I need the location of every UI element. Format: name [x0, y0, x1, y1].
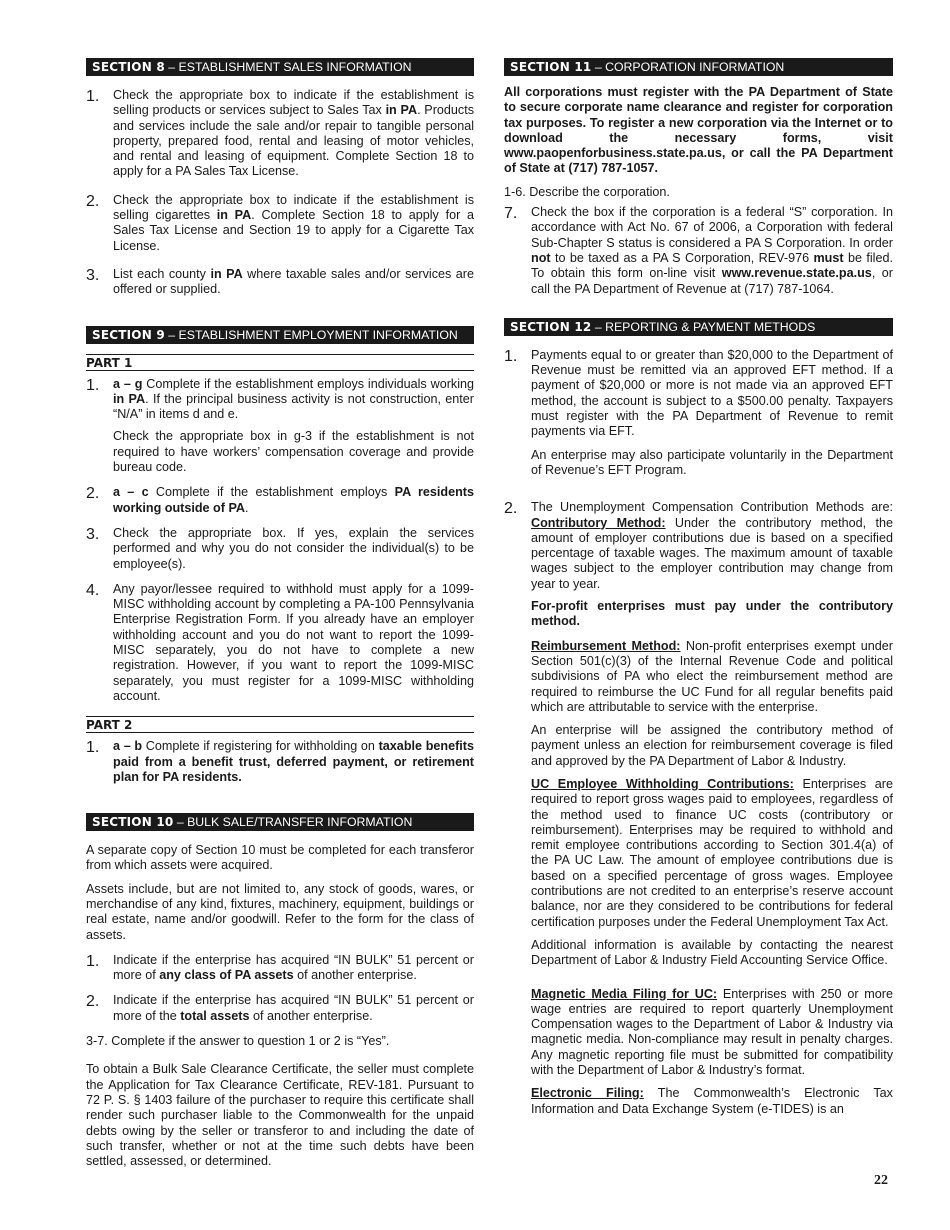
section-12-item-1: 1. Payments equal to or greater than $20,000 to the Department of Revenue must be remitted via an approved EFT method. If a payment of $20,000 or more is not made via an approved EFT method, the account is subject to a $500.00 penalty. Taxpayers must register with the PA Department of Revenue to remit payments via EFT. An enterprise may also participate voluntarily in the Department of Revenue’s EFT Program.: [504, 347, 893, 477]
section-10-header: SECTION 10 – BULK SALE/TRANSFER INFORMATION: [86, 813, 474, 831]
section-8-item-2: 2. Check the appropriate box to indicate if the establishment is selling cigarettes in PA. Complete Section 18 to apply for a Sales Tax License and Section 19 to apply for a Cigarette Tax License.: [86, 192, 474, 253]
right-column: [504, 58, 893, 1117]
section-10-item-1: 1. Indicate if the enterprise has acquired “IN BULK” 51 percent or more of any class of PA assets of another enterprise.: [86, 952, 474, 983]
part-1-heading: PART 1: [86, 354, 474, 371]
item-number: 3.: [86, 266, 100, 284]
section-11-header: SECTION 11 – CORPORATION INFORMATION: [504, 58, 893, 76]
section-8-header: SECTION 8 – ESTABLISHMENT SALES INFORMATION: [86, 58, 474, 76]
section-10-clearance-paragraph: To obtain a Bulk Sale Clearance Certificate, the seller must complete the Application for Tax Clearance Certificate, REV-181. Pursuant to 72 P. S. § 1403 failure of the purchaser to require this certificate shall render such purchaser liable to the Commonwealth for the unpaid debts owing by the seller or transferor to and including the date of such transfer, whether or not at the time such debts have been settled, assessed, or determined.: [86, 1062, 474, 1169]
additional-info-paragraph: Additional information is available by contacting the nearest Department of Labor & Industry Field Accounting Service Office.: [531, 937, 893, 968]
section-9-item-3: 3. Check the appropriate box. If yes, explain the services performed and why you do not consider the individual(s) to be employee(s).: [86, 525, 474, 571]
section-9-header: SECTION 9 – ESTABLISHMENT EMPLOYMENT INFORMATION: [86, 326, 474, 344]
uc-withholding-paragraph: UC Employee Withholding Contributions: Enterprises are required to report gross wages paid to employees, regardless of the method used to finance UC costs (contributory or reimbursement). Enterprises may be required to withhold and remit employee contributions according to Section 301.4(a) of the PA UC Law. The amount of employee contributions due is based on a specified percentage of gross wages. Employee contributions are not credited to an enterprise’s reserve account balance, nor are they considered to be contributions for federal certification purposes under the Federal Unemployment Tax Act.: [531, 776, 893, 929]
section-10-items-3-7: 3-7. Complete if the answer to question 1 or 2 is “Yes”.: [86, 1034, 390, 1049]
section-12-item-2: 2. The Unemployment Compensation Contribution Methods are: Contributory Method: Under the contributory method, the amount of employer contributions due is based on a specified percentage of taxable wages. The maximum amount of taxable wages subject to the employer contribution may change from year to year. For-profit enterprises must pay under the contributory method. Reimbursement Method: Non-profit enterprises exempt under Section 501(c)(3) of the Internal Revenue Code and political subdivisions of PA who elect the reimbursement method are required to reimburse the UC Fund for all regular benefits paid which are attributable to service with the enterprise. An enterprise will be assigned the contributory method of payment unless an election for reimbursement coverage is filed and approved by the PA Department of Labor & Industry. UC Employee Withholding Contributions: Enterprises are required to report gross wages paid to employees, regardless of the method used to finance UC costs (contributory or reimbursement). Enterprises may be required to withhold and remit employee contributions according to Section 301.4(a) of the PA UC Law. The amount of employee contributions due is based on a specified percentage of gross wages. Employee contributions are not credited to an enterprise’s reserve account balance, nor are they considered to be contributions for federal certification purposes under the Federal Unemployment Tax Act. Additional information is available by contacting the nearest Department of Labor & Industry Field Accounting Service Office. Magnetic Media Filing for UC: Enterprises with 250 or more wage entries are required to report quarterly Unemployment Compensation wages to the Department of Labor & Industry via magnetic media. Non-compliance may result in penalty charges. Any magnetic reporting file must be submitted for compatibility with the Department of Labor & Industry’s format. Electronic Filing: The Commonwealth’s Electronic Tax Information and Data Exchange System (e-TIDES) is an: [504, 500, 893, 1116]
section-9-part-2-item-1: 1. a – b Complete if registering for withholding on taxable benefits paid from a benefit trust, deferred payment, or retirement plan for PA residents.: [86, 739, 474, 784]
section-9-item-2: 2. a – c Complete if the establishment employs PA residents working outside of PA.: [86, 485, 474, 515]
section-11-intro: All corporations must register with the PA Department of State to secure corporate name clearance and register for corporation tax purposes. To register a new corporation via the Internet or to download the necessary forms, visit www.paopenforbusiness.state.pa.us, or call the PA Department of State at (717) 787-1057.: [504, 85, 893, 176]
section-10-assets-paragraph: Assets include, but are not limited to, any stock of goods, wares, or merchandise of any kind, fixtures, machinery, equipment, buildings or real estate, name and/or goodwill. Refer to the form for the class of assets.: [86, 881, 474, 942]
section-11-items-1-6: 1-6. Describe the corporation.: [504, 184, 670, 199]
section-9-item-1-note: Check the appropriate box in g-3 if the establishment is not required to have workers’ compensation coverage and provide bureau code.: [113, 429, 474, 475]
item-number: 1.: [86, 88, 100, 105]
section-8-item-1: 1. Check the appropriate box to indicate if the establishment is selling products or services subject to Sales Tax in PA. Products and services include the sale and/or repair to tangible personal property, prepared food, rental and leasing of motor vehicles, and rental and leasing of equipment. Complete Section 18 to apply for a PA Sales Tax License.: [86, 88, 474, 179]
reimbursement-method-paragraph: Reimbursement Method: Non-profit enterprises exempt under Section 501(c)(3) of the Internal Revenue Code and political subdivisions of PA who elect the reimbursement method are required to reimburse the UC Fund for all regular benefits paid which are attributable to service with the enterprise.: [531, 638, 893, 714]
magnetic-media-paragraph: Magnetic Media Filing for UC: Enterprises with 250 or more wage entries are required to report quarterly Unemployment Compensation wages to the Department of Labor & Industry via magnetic media. Non-compliance may result in penalty charges. Any magnetic reporting file must be submitted for compatibility with the Department of Labor & Industry’s format.: [531, 986, 893, 1078]
section-9-item-4: 4. Any payor/lessee required to withhold must apply for a 1099-MISC withholding account by completing a PA-100 Pennsylvania Enterprise Registration Form. If you already have an employer withholding account and you do not want to report the 1099-MISC separately, you do not have to complete a new registration. However, if you want to report the 1099-MISC separately, you must register for a 1099-MISC withholding account.: [86, 581, 474, 703]
electronic-filing-paragraph: Electronic Filing: The Commonwealth’s Electronic Tax Information and Data Exchange System (e-TIDES) is an: [531, 1086, 893, 1116]
section-10-intro: A separate copy of Section 10 must be completed for each transferor from which assets were acquired.: [86, 843, 474, 873]
section-10-item-2: 2. Indicate if the enterprise has acquired “IN BULK” 51 percent or more of the total assets of another enterprise.: [86, 993, 474, 1023]
section-12-eft-note: An enterprise may also participate voluntarily in the Department of Revenue’s EFT Program.: [531, 447, 893, 477]
section-12-header: SECTION 12 – REPORTING & PAYMENT METHODS: [504, 318, 893, 336]
left-column: [86, 58, 474, 1169]
for-profit-note: For-profit enterprises must pay under the contributory method.: [531, 599, 893, 629]
section-8-item-3: 3. List each county in PA where taxable sales and/or services are offered or supplied.: [86, 266, 474, 297]
section-11-item-7: 7. Check the box if the corporation is a federal “S” corporation. In accordance with Act No. 67 of 2006, a Corporation with federal Sub-Chapter S status is considered a PA S Corporation. In order not to be taxed as a PA S Corporation, REV-976 must be filed. To obtain this form on-line visit www.revenue.state.pa.us, or call the PA Department of Revenue at (717) 787-1064.: [504, 205, 893, 296]
page-number: 22: [874, 1173, 888, 1188]
part-2-heading: PART 2: [86, 716, 474, 733]
assigned-method-paragraph: An enterprise will be assigned the contributory method of payment unless an election for reimbursement coverage is filed and approved by the PA Department of Labor & Industry.: [531, 723, 893, 768]
item-number: 2.: [86, 192, 100, 210]
section-9-item-1: 1. a – g Complete if the establishment employs individuals working in PA. If the principal business activity is not construction, enter “N/A” in items d and e. Check the appropriate box in g-3 if the establishment is not required to have workers’ compensation coverage and provide bureau code.: [86, 376, 474, 475]
